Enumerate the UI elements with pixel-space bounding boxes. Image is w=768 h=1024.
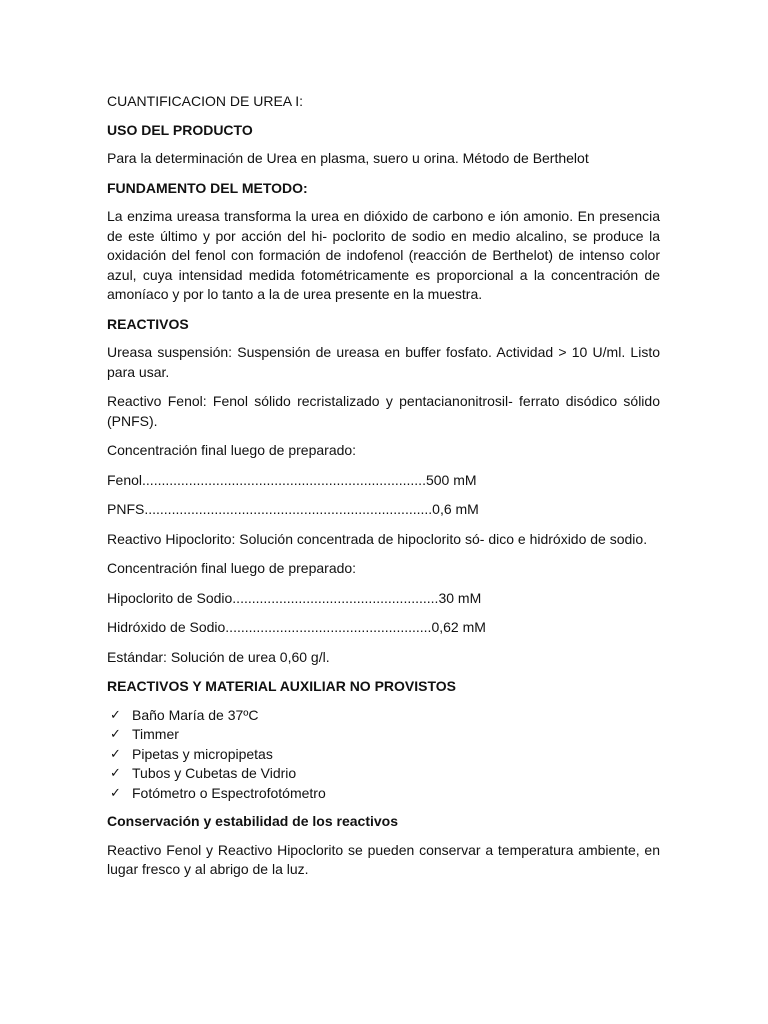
pnfs-concentration-line: PNFS..........................................................................0,6 mM <box>107 501 479 517</box>
list-item <box>107 784 660 804</box>
uso-paragraph: Para la determinación de Urea en plasma, suero u orina. Método de Berthelot <box>107 150 589 166</box>
list-item <box>107 745 660 765</box>
list-item-label: Baño María de 37ºC <box>132 706 259 723</box>
reactivo-fenol-paragraph: Reactivo Fenol: Fenol sólido recristalizado y pentacianonitrosil- ferrato disódico sólido (PNFS). <box>107 393 660 429</box>
ureasa-paragraph: Ureasa suspensión: Suspensión de ureasa en buffer fosfato. Actividad > 10 U/ml. Listo para usar. <box>107 344 660 380</box>
list-item-label: Pipetas y micropipetas <box>132 745 273 762</box>
section-heading-conservacion: Conservación y estabilidad de los reactivos <box>107 813 398 829</box>
concentracion-label-2: Concentración final luego de preparado: <box>107 560 357 576</box>
list-item <box>107 725 660 745</box>
document-page <box>107 92 660 890</box>
list-item <box>107 764 660 784</box>
estandar-paragraph: Estándar: Solución de urea 0,60 g/l. <box>107 648 330 665</box>
checkmark-icon: ✓ <box>110 766 121 781</box>
hipoclorito-concentration-line: Hipoclorito de Sodio.....................................................30 mM <box>107 589 482 606</box>
section-heading-uso: USO DEL PRODUCTO <box>107 121 253 138</box>
checkmark-icon: ✓ <box>110 785 121 801</box>
hidroxido-concentration-line: Hidróxido de Sodio.....................................................0,62 mM <box>107 619 486 635</box>
checkmark-icon: ✓ <box>110 727 121 742</box>
document-title: CUANTIFICACION DE UREA I: <box>107 93 304 109</box>
conservacion-paragraph: Reactivo Fenol y Reactivo Hipoclorito se pueden conservar a temperatura ambiente, en lugar fresco y al abrigo de la luz. <box>107 841 660 877</box>
section-heading-auxiliar: REACTIVOS Y MATERIAL AUXILIAR NO PROVISTOS <box>107 678 457 694</box>
concentracion-label-1: Concentración final luego de preparado: <box>107 442 357 458</box>
list-item <box>107 706 660 726</box>
list-item-label: Timmer <box>132 726 179 742</box>
list-item-label: Tubos y Cubetas de Vidrio <box>132 765 297 781</box>
fundamento-paragraph: La enzima ureasa transforma la urea en dióxido de carbono e ión amonio. En presencia de este último y por acción del hi- poclorito de sodio en medio alcalino, se produce la oxidación del fenol con formación de indofenol (reacción de Berthelot) de intenso color azul, cuya intensidad medida fotométricamente es proporcional a la concentración de amoníaco y por lo tanto a la de urea presente en la muestra. <box>107 208 660 302</box>
fenol-concentration-line: Fenol.........................................................................500 mM <box>107 471 477 488</box>
checkmark-icon: ✓ <box>110 707 121 723</box>
auxiliar-checklist <box>107 706 660 804</box>
section-heading-fundamento: FUNDAMENTO DEL METODO: <box>107 179 308 196</box>
section-heading-reactivos: REACTIVOS <box>107 315 189 332</box>
checkmark-icon: ✓ <box>110 746 121 762</box>
list-item-label: Fotómetro o Espectrofotómetro <box>132 784 326 801</box>
reactivo-hipoclorito-paragraph: Reactivo Hipoclorito: Solución concentrada de hipoclorito só- dico e hidróxido de sodio. <box>107 530 648 547</box>
